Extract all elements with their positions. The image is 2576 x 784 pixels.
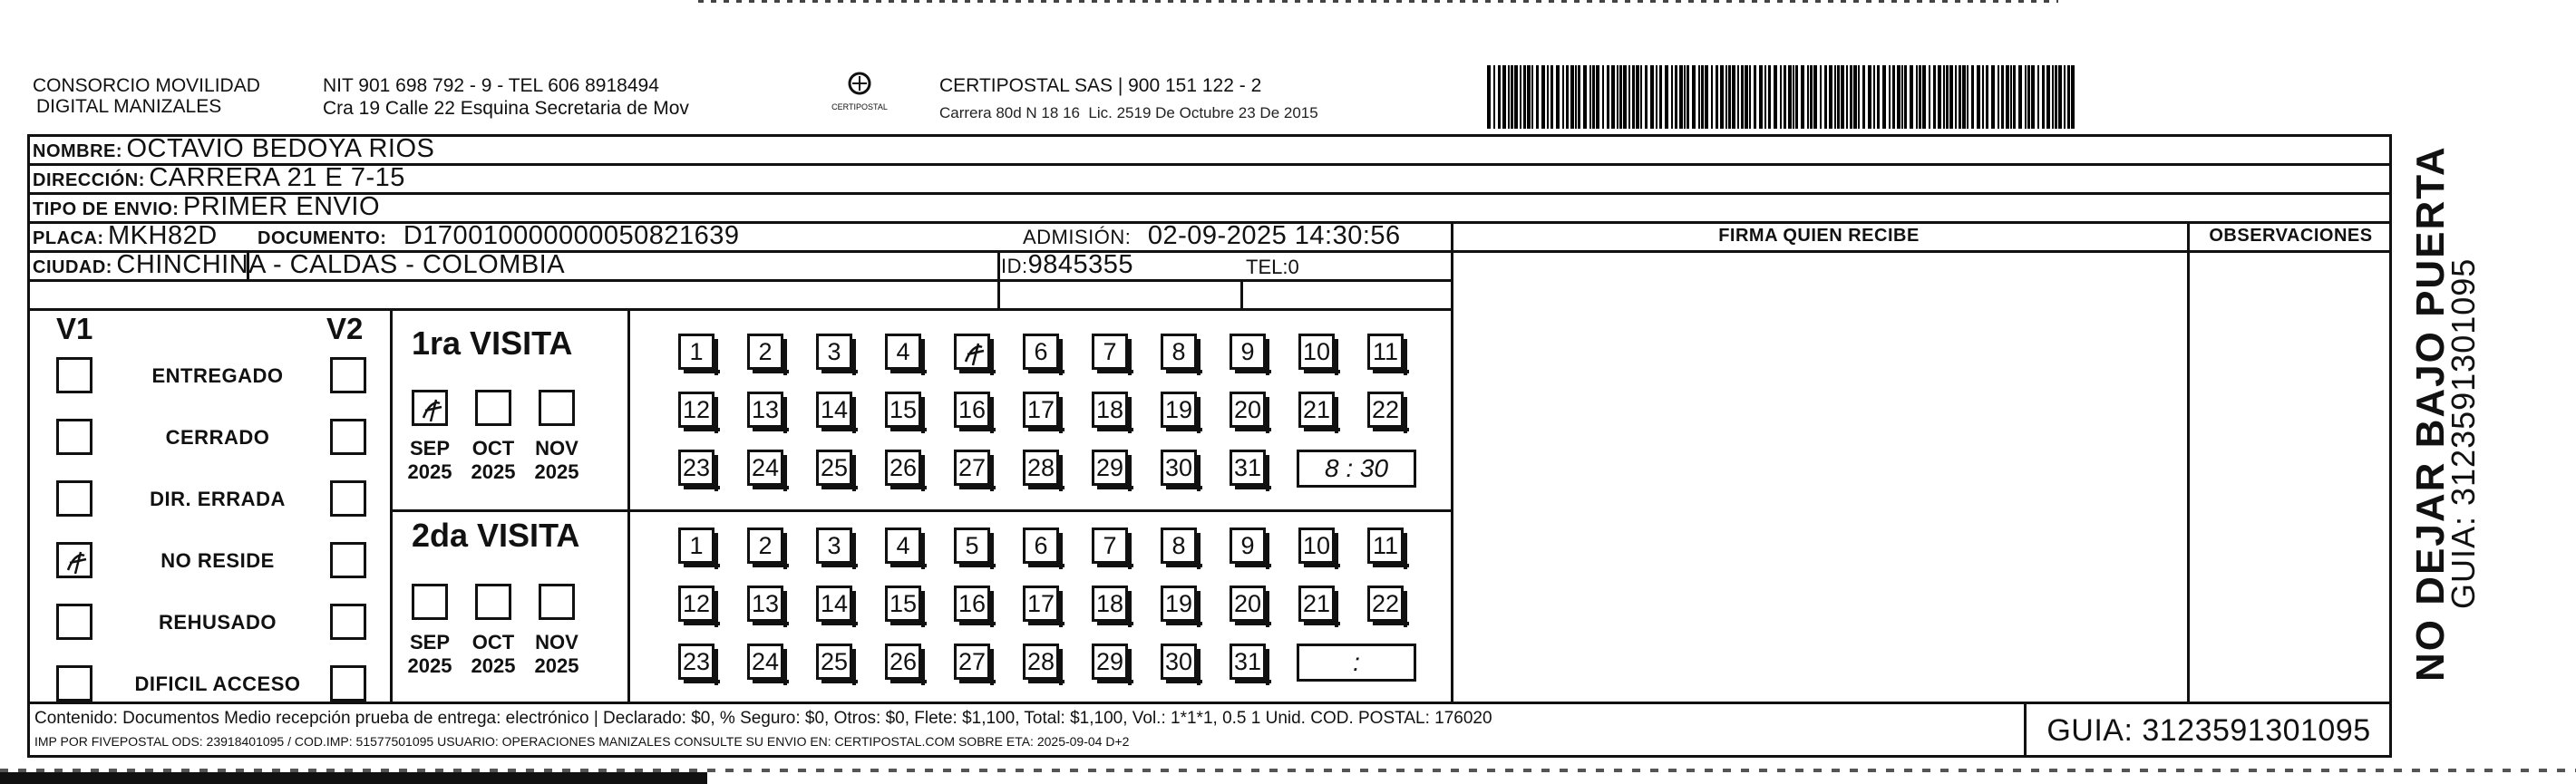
footer-guia: GUIA: 3123591301095 [2046,713,2371,748]
status-option-label: CERRADO [165,426,270,449]
day-box[interactable]: 15 [885,392,921,428]
barcode-bar [1511,65,1513,129]
barcode-bar [1737,65,1739,129]
barcode-bar [1596,65,1599,129]
direccion-value: CARRERA 21 E 7-15 [149,163,405,192]
day-box[interactable]: 4 [885,528,921,564]
barcode-bar [1583,65,1587,129]
barcode-bar [2042,65,2045,129]
barcode-bar [1636,65,1639,129]
tipo-envio-row [33,192,380,222]
year-label: 2025 [471,460,516,483]
day-box[interactable]: 13 [747,392,783,428]
day-box[interactable]: 19 [1161,586,1197,622]
barcode-bar [1684,65,1686,129]
barcode-bar [1858,65,1860,129]
barcode-bar [1967,65,1968,129]
company-name: CONSORCIO MOVILIDAD [33,75,260,96]
tel-value: 0 [1288,256,1299,278]
barcode-bar [1810,65,1813,129]
direccion-label: DIRECCIÓN: [33,170,145,190]
barcode-bar [1619,65,1622,129]
day-box[interactable]: 23 [678,644,714,680]
barcode-bar [2013,65,2016,129]
month-label: OCT [471,631,515,653]
v2-checkbox[interactable] [330,480,366,517]
barcode-bar [2067,65,2070,129]
barcode-bar [2055,65,2057,129]
barcode-bar [1850,65,1852,129]
month-checkbox[interactable] [412,584,448,620]
day-box[interactable]: 29 [1092,644,1128,680]
barcode-bar [2064,65,2066,129]
barcode-bar [1575,65,1577,129]
month-checkbox[interactable] [475,390,511,426]
barcode-bar [1919,65,1921,129]
barcode-bar [1502,65,1506,129]
day-box[interactable]: 19 [1161,392,1197,428]
footer-contenido: Contenido: Documentos Medio recepción prueba de entrega: electrónico | Declarado: $0, % Seguro: $0, Otros: $0, Flete: $1,100, Total: $1,100, Vol.: 1*1*1, 0.5 1 Unid. COD. POSTAL: 176020 [34,709,1492,728]
barcode-bar [1853,65,1857,129]
visit1-title: 1ra VISITA [412,324,573,362]
v1-checkbox[interactable] [56,419,92,455]
day-box[interactable]: 27 [954,450,990,486]
logo-text: CERTIPOSTAL [831,102,888,111]
firma-area[interactable] [1454,254,2185,700]
barcode-bar [2071,65,2075,129]
barcode-bar [1929,65,1930,129]
barcode-bar [1962,65,1966,129]
observaciones-header: OBSERVACIONES [2209,226,2373,246]
barcode-bar [1916,65,1918,129]
barcode-bar [1922,65,1926,129]
barcode-bar [1498,65,1501,129]
barcode-bar [1589,65,1591,129]
day-box[interactable]: 28 [1023,450,1059,486]
v1-checkbox[interactable] [56,357,92,393]
barcode-bar [1764,65,1766,129]
barcode-bar [1523,65,1526,129]
day-box[interactable]: 25 [816,450,852,486]
barcode-bar [1768,65,1771,129]
barcode-bar [2046,65,2050,129]
col-divider [1240,279,1243,308]
barcode-bar [1759,65,1763,129]
day-box[interactable]: 20 [1230,392,1266,428]
barcode-bar [1578,65,1580,129]
ciudad-label: CIUDAD: [33,257,112,277]
side-warning: NO DEJAR BAJO PUERTA [2408,145,2453,682]
barcode-bar [1720,65,1724,129]
barcode-bar [1527,65,1531,129]
barcode-bar [1959,65,1961,129]
month-checkbox[interactable] [412,390,448,426]
barcode-bar [1892,65,1895,129]
day-box[interactable]: 17 [1023,392,1059,428]
id-value: 9845355 [1027,250,1134,279]
barcode-bar [1487,65,1491,129]
day-box[interactable]: 24 [747,450,783,486]
month-checkbox[interactable] [539,584,575,620]
day-box[interactable]: 4 [885,334,921,370]
barcode-bar [1679,65,1683,129]
barcode-bar [1645,65,1648,129]
month-checkbox[interactable] [539,390,575,426]
tipo-envio-label: TIPO DE ENVIO: [33,199,180,219]
status-option-label: REHUSADO [159,611,277,634]
barcode-bar [2031,65,2035,129]
placa-value: MKH82D [108,221,218,250]
day-box[interactable]: 6 [1023,528,1059,564]
day-box[interactable]: 7 [1092,528,1128,564]
logo-emblem-icon [841,71,878,98]
day-box[interactable]: 30 [1161,450,1197,486]
barcode-bar [1671,65,1673,129]
day-box[interactable]: 13 [747,586,783,622]
day-box[interactable]: 11 [1367,334,1404,370]
day-box[interactable]: 30 [1161,644,1197,680]
barcode-bar [1946,65,1949,129]
direccion-row [33,163,405,193]
barcode-bar [1793,65,1794,129]
v1-check-mark-icon [61,547,93,579]
day-box[interactable]: 14 [816,392,852,428]
col-divider [627,308,630,702]
barcode-bar [1982,65,1984,129]
barcode-bar [1889,65,1891,129]
v2-checkbox[interactable] [330,419,366,455]
barcode-bar [1955,65,1957,129]
tipo-envio-value: PRIMER ENVIO [182,192,381,221]
v2-checkbox[interactable] [330,665,366,702]
row-divider [27,308,1451,311]
day-box[interactable]: 1 [678,334,714,370]
day-box[interactable]: 16 [954,586,990,622]
barcode-bar [1841,65,1844,129]
row-divider [27,702,2392,704]
col-divider [2024,702,2027,758]
barcode-bar [1910,65,1913,129]
day-box[interactable]: 23 [678,450,714,486]
barcode-bar [1711,65,1713,129]
barcode-bar [2037,65,2039,129]
day-box[interactable]: 22 [1367,392,1404,428]
day-box[interactable]: 15 [885,586,921,622]
day-box[interactable]: 31 [1230,644,1266,680]
day-box[interactable]: 8 [1161,334,1197,370]
day-box[interactable]: 24 [747,644,783,680]
barcode-bar [1846,65,1848,129]
month-label: OCT [471,437,515,460]
day-box[interactable]: 18 [1092,586,1128,622]
barcode-bar [2006,65,2009,129]
day-box[interactable]: 21 [1298,392,1335,428]
barcode-bar [1868,65,1871,129]
day-box[interactable]: 29 [1092,450,1128,486]
barcode-bar [1780,65,1782,129]
certipostal-logo [823,71,896,118]
footer-imp: IMP POR FIVEPOSTAL ODS: 23918401095 / COD.IMP: 51577501095 USUARIO: OPERACIONES MANIZALES CONSULTE SU ENVIO EN: CERTIPOSTAL.COM SOBRE ETA: 2025-09-04 D+2 [34,734,1130,749]
year-label: 2025 [471,654,516,677]
day-box[interactable]: 10 [1298,334,1335,370]
placa-label: PLACA: [33,228,104,248]
barcode-bar [1732,65,1735,129]
day-box[interactable]: 2 [747,528,783,564]
barcode-bar [1592,65,1595,129]
day-box[interactable]: 6 [1023,334,1059,370]
barcode-bar [1933,65,1936,129]
barcode-bar [1834,65,1836,129]
barcode-bar [1904,65,1907,129]
barcode-bar [1541,65,1545,129]
barcode-bar [1998,65,1999,129]
barcode-bar [1977,65,1980,129]
barcode-bar [1602,65,1604,129]
barcode-bar [2018,65,2022,129]
v2-checkbox[interactable] [330,542,366,578]
barcode-bar [2027,65,2030,129]
day-box[interactable]: 16 [954,392,990,428]
side-guia: GUIA: 3123591301095 [2445,257,2482,609]
company-name-2: DIGITAL MANIZALES [36,96,222,117]
barcode-bar [1547,65,1549,129]
barcode-bar [1570,65,1574,129]
barcode-bar [1813,65,1817,129]
v1-checkbox[interactable] [56,665,92,702]
barcode-bar [1725,65,1727,129]
barcode-bar [1640,65,1642,129]
month-label: NOV [535,631,578,653]
day-box[interactable]: 9 [1230,334,1266,370]
barcode-bar [1675,65,1677,129]
barcode-bar [1741,65,1744,129]
day-box[interactable] [954,334,990,370]
id-row [1001,250,1133,280]
company-nit: NIT 901 698 792 - 9 - TEL 606 8918494 [323,75,659,96]
col-divider [390,308,393,702]
v2-header: V2 [326,312,364,345]
barcode-bar [1623,65,1627,129]
visit2-title: 2da VISITA [412,517,580,554]
day-box[interactable]: 20 [1230,586,1266,622]
barcode-bar [1656,65,1657,129]
barcode-bar [1562,65,1564,129]
barcode-bar [1873,65,1875,129]
col-divider [1451,221,1453,702]
day-box[interactable]: 17 [1023,586,1059,622]
year-label: 2025 [407,654,452,677]
barcode-bar [1728,65,1731,129]
day-box[interactable]: 3 [816,334,852,370]
status-option-label: ENTREGADO [151,364,284,387]
barcode-bar [1520,65,1521,129]
barcode-bar [2052,65,2054,129]
v2-checkbox[interactable] [330,604,366,640]
admision-row [1023,221,1401,251]
barcode-bar [1698,65,1700,129]
barcode-bar [2058,65,2062,129]
barcode-bar [1991,65,1995,129]
barcode-bar [2010,65,2012,129]
day-box[interactable]: 8 [1161,528,1197,564]
nombre-value: OCTAVIO BEDOYA RIOS [126,134,435,163]
barcode-bar [1659,65,1662,129]
barcode-bar [1745,65,1748,129]
barcode-bar [1566,65,1569,129]
year-label: 2025 [534,460,579,483]
barcode-bar [1692,65,1696,129]
month-label: NOV [535,437,578,460]
courier-address: Carrera 80d N 18 16 Lic. 2519 De Octubre 23 De 2015 [939,104,1318,121]
day-box[interactable]: 14 [816,586,852,622]
barcode-bar [1536,65,1539,129]
barcode-bar [1628,65,1630,129]
status-option-label: DIFICIL ACCESO [134,673,301,695]
barcode-bar [1705,65,1708,129]
day-box[interactable]: 2 [747,334,783,370]
year-label: 2025 [534,654,579,677]
barcode-bar [1943,65,1945,129]
v1-checkbox[interactable] [56,480,92,517]
barcode-bar [1877,65,1880,129]
tel-label: TEL: [1246,256,1288,278]
scan-left-edge [0,772,707,784]
month-checkbox[interactable] [475,584,511,620]
courier-name: CERTIPOSTAL SAS | 900 151 122 - 2 [939,75,1262,96]
year-label: 2025 [407,460,452,483]
documento-label: DOCUMENTO: [258,228,387,248]
barcode-bar [1784,65,1786,129]
barcode-bar [1665,65,1668,129]
barcode-bar [1862,65,1865,129]
day-box[interactable]: 11 [1367,528,1404,564]
status-option-label: NO RESIDE [160,549,275,572]
barcode-bar [1824,65,1827,129]
barcode [1487,65,2104,129]
time-box[interactable]: 8 : 30 [1297,450,1416,488]
barcode-bar [1508,65,1510,129]
barcode-bar [1701,65,1704,129]
day-box[interactable]: 31 [1230,450,1266,486]
nombre-row [33,134,434,164]
day-box[interactable]: 12 [678,392,714,428]
v1-header: V1 [56,312,93,345]
barcode-bar [1556,65,1560,129]
ciudad-value: CHINCHINA - CALDAS - COLOMBIA [116,250,566,279]
day-box[interactable]: 26 [885,450,921,486]
admision-label: ADMISIÓN: [1023,226,1132,248]
barcode-bar [1774,65,1777,129]
barcode-bar [1788,65,1792,129]
day-box[interactable]: 10 [1298,528,1335,564]
id-label: ID: [1001,255,1028,277]
barcode-bar [1820,65,1822,129]
v2-checkbox[interactable] [330,357,366,393]
barcode-bar [1882,65,1886,129]
day-box[interactable]: 9 [1230,528,1266,564]
barcode-bar [1611,65,1615,129]
status-option-label: DIR. ERRADA [150,488,286,510]
nombre-label: NOMBRE: [33,141,123,161]
tel-row [1246,256,1299,279]
barcode-bar [1986,65,1988,129]
day-box[interactable]: 25 [816,644,852,680]
day-box[interactable]: 7 [1092,334,1128,370]
barcode-bar [1550,65,1553,129]
barcode-bar [1687,65,1689,129]
placa-row [33,221,218,251]
ciudad-row [33,250,565,280]
time-box[interactable]: : [1297,644,1416,682]
day-box[interactable]: 5 [954,528,990,564]
barcode-bar [1754,65,1756,129]
day-box[interactable]: 18 [1092,392,1128,428]
barcode-bar [1949,65,1953,129]
day-box[interactable]: 3 [816,528,852,564]
day-box[interactable]: 21 [1298,586,1335,622]
barcode-bar [1716,65,1718,129]
barcode-bar [1897,65,1900,129]
barcode-bar [2025,65,2027,129]
day-box[interactable]: 22 [1367,586,1404,622]
col-divider [2187,221,2190,702]
barcode-bar [1795,65,1798,129]
barcode-bar [1829,65,1832,129]
month-label: SEP [409,437,451,460]
v1-checkbox[interactable] [56,542,92,578]
day-box[interactable]: 26 [885,644,921,680]
month-check-mark-icon [416,394,449,427]
day-box[interactable]: 12 [678,586,714,622]
barcode-bar [1632,65,1635,129]
firma-header: FIRMA QUIEN RECIBE [1718,226,1920,246]
day-box[interactable]: 1 [678,528,714,564]
observaciones-area[interactable] [2191,254,2390,700]
row-divider [390,509,1451,512]
company-address: Cra 19 Calle 22 Esquina Secretaria de Mov [323,98,689,119]
barcode-bar [1650,65,1654,129]
documento-value: D170010000000050821639 [403,221,740,250]
barcode-bar [1938,65,1941,129]
day-box[interactable]: 28 [1023,644,1059,680]
barcode-bar [1971,65,1974,129]
admision-value: 02-09-2025 14:30:56 [1147,221,1401,250]
v1-checkbox[interactable] [56,604,92,640]
documento-row [258,221,740,251]
barcode-bar [2001,65,2004,129]
barcode-bar [1801,65,1804,129]
month-label: SEP [409,631,451,653]
day-check-mark-icon [958,338,991,371]
barcode-bar [1749,65,1751,129]
row-divider [1451,250,2392,253]
day-box[interactable]: 27 [954,644,990,680]
barcode-bar [1807,65,1809,129]
scan-top-artifact [698,0,2058,3]
barcode-bar [1901,65,1903,129]
barcode-bar [1837,65,1840,129]
barcode-bar [1607,65,1609,129]
barcode-bar [1531,65,1533,129]
barcode-bar [1617,65,1619,129]
barcode-bar [1493,65,1495,129]
col-divider [997,250,1000,308]
barcode-bar [1514,65,1518,129]
